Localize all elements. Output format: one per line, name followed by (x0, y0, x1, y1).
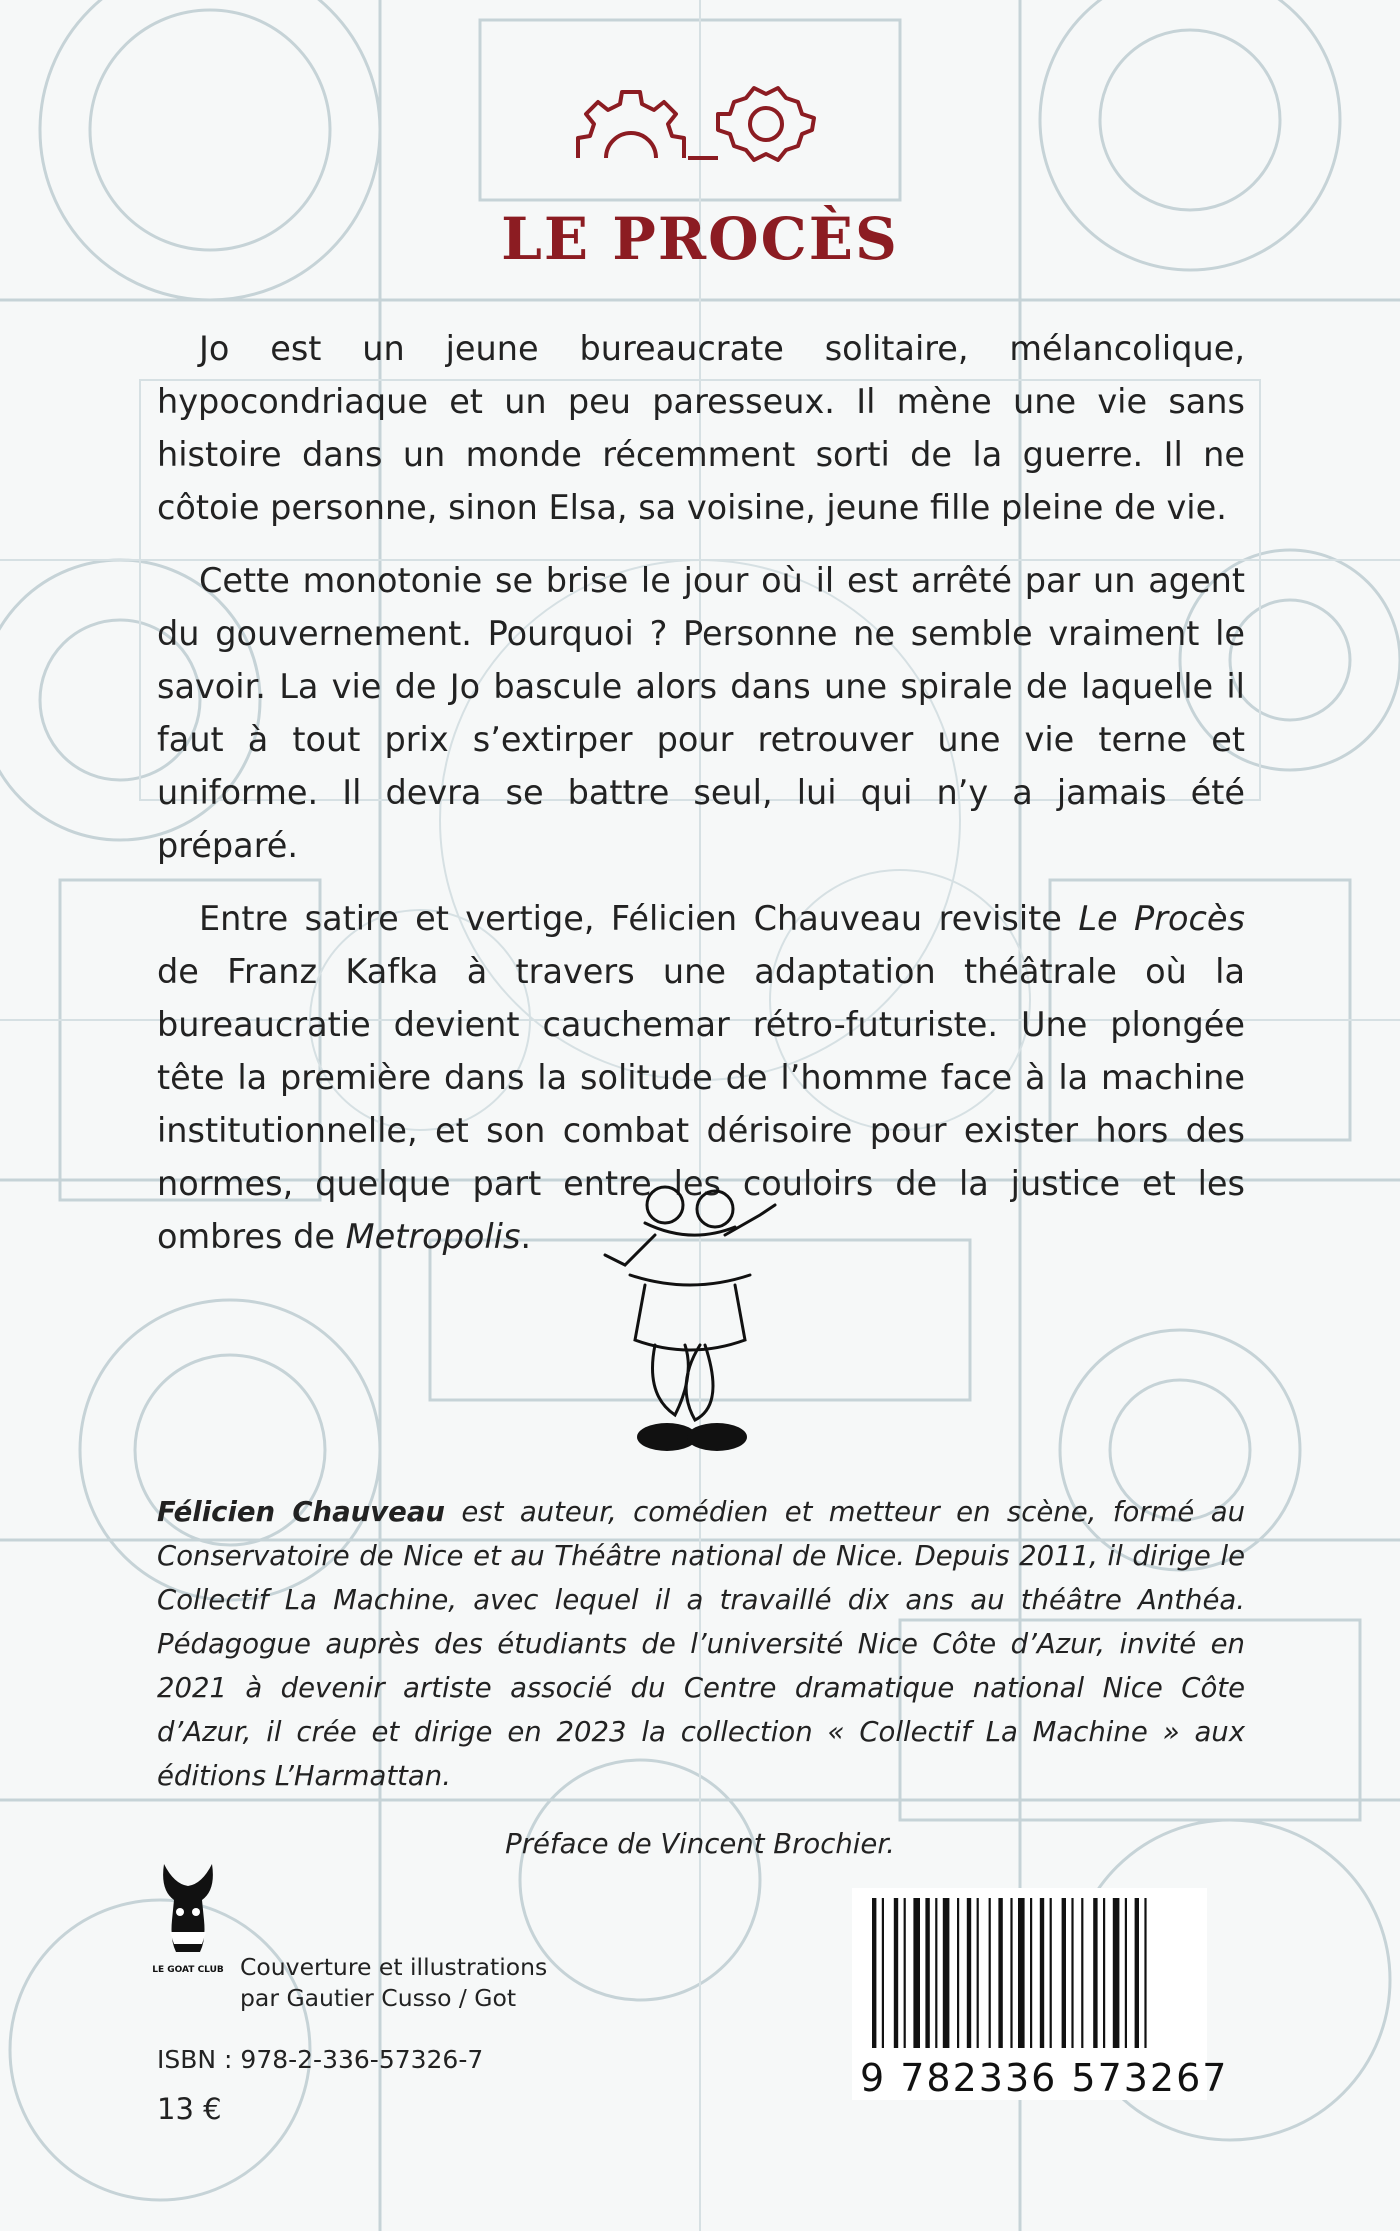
barcode-bar (977, 1898, 979, 2048)
barcode-digits: 9 782336 573267 (860, 2056, 1229, 2100)
goat-club-logo-icon (150, 1860, 226, 1978)
price: 13 € (157, 2092, 222, 2126)
blurb-paragraph: Jo est un jeune bureaucrate solitaire, mélancolique, hypocondriaque et un peu paresseux. Il mène une vie sans histoire dans un monde récemment sorti de la guerre. Il ne côtoie personne, sinon Elsa, sa voisine, jeune fille pleine de vie. (157, 329, 1245, 527)
back-cover-blurb (157, 322, 1245, 1283)
barcode-bar (1010, 1898, 1012, 2048)
illustration-credits (240, 1952, 547, 2014)
barcode-bar (1030, 1898, 1032, 2048)
barcode-bar (1071, 1898, 1073, 2048)
author-name: Félicien Chauveau (157, 1496, 445, 1528)
barcode-bar (1050, 1898, 1052, 2048)
barcode-bar (1144, 1898, 1146, 2048)
credits-line: Couverture et illustrations (240, 1953, 548, 1981)
barcode-bar (1081, 1898, 1083, 2048)
barcode-bar (1062, 1898, 1066, 2048)
author-bio-text: est auteur, comédien et metteur en scène, formé au Conservatoire de Nice et au Théâtre national de Nice. Depuis 2011, il dirige le Collectif La Machine, avec lequel il a travaillé dix ans au théâtre Anthéa. Pédagogue auprès des étudiants de l’université Nice Côte d’Azur, invité en 2021 à devenir artiste associé du Centre dramatique national Nice Côte d’Azur, il crée et dirige en 2023 la collection « Collectif La Machine » aux éditions L’Harmattan. (157, 1496, 1245, 1792)
barcode-bar (882, 1898, 884, 2048)
isbn: ISBN : 978-2-336-57326-7 (157, 2045, 484, 2074)
barcode-bar (1040, 1898, 1044, 2048)
barcode-bar (967, 1898, 971, 2048)
barcode-bar (943, 1898, 950, 2048)
barcode-bar (894, 1898, 898, 2048)
gears-icon (568, 58, 838, 168)
barcode-bar (925, 1898, 929, 2048)
author-bio (157, 1490, 1245, 1798)
barcode-bar (1103, 1898, 1105, 2048)
barcode-bar (1018, 1898, 1025, 2048)
illustration-figure (585, 1175, 800, 1465)
barcode-bar (1125, 1898, 1127, 2048)
barcode-bar (1093, 1898, 1097, 2048)
italic-work-title: Le Procès (1078, 899, 1245, 938)
preface-credit: Préface de Vincent Brochier. (505, 1828, 895, 1860)
barcode-bar (1113, 1898, 1120, 2048)
barcode-bar (989, 1898, 991, 2048)
barcode-bar (904, 1898, 906, 2048)
blurb-text: de Franz Kafka à travers une adaptation théâtrale où la bureaucratie devient cauchemar rétro-futuriste. Une plongée tête la première dans la solitude de l’homme face à la machine institutionnelle, et son combat dérisoire pour exister hors des normes, quelque part entre les couloirs de la justice et les ombres de (157, 952, 1245, 1256)
barcode-bar (935, 1898, 937, 2048)
blurb-text: Entre satire et vertige, Félicien Chauveau revisite (199, 899, 1079, 938)
barcode-bar (913, 1898, 920, 2048)
barcode-bar (1135, 1898, 1139, 2048)
publisher-logo-text: LE GOAT CLUB (152, 1965, 224, 1975)
italic-work-title: Metropolis (345, 1217, 521, 1256)
blurb-paragraph: Cette monotonie se brise le jour où il est arrêté par un agent du gouvernement. Pourquoi ? Personne ne semble vraiment le savoir. La vie de Jo bascule alors dans une spirale de laquelle il faut à tout prix s’extirper pour retrouver une vie terne et uniforme. Il devra se battre seul, lui qui n’y a jamais été préparé. (157, 561, 1245, 865)
barcode-bar (872, 1898, 876, 2048)
barcode-bars (852, 1888, 1207, 2053)
blurb-text: . (520, 1217, 532, 1256)
book-title: LE PROCÈS (501, 205, 899, 273)
barcode-bar (957, 1898, 959, 2048)
credits-line: par Gautier Cusso / Got (240, 1984, 517, 2012)
barcode-bar (998, 1898, 1002, 2048)
